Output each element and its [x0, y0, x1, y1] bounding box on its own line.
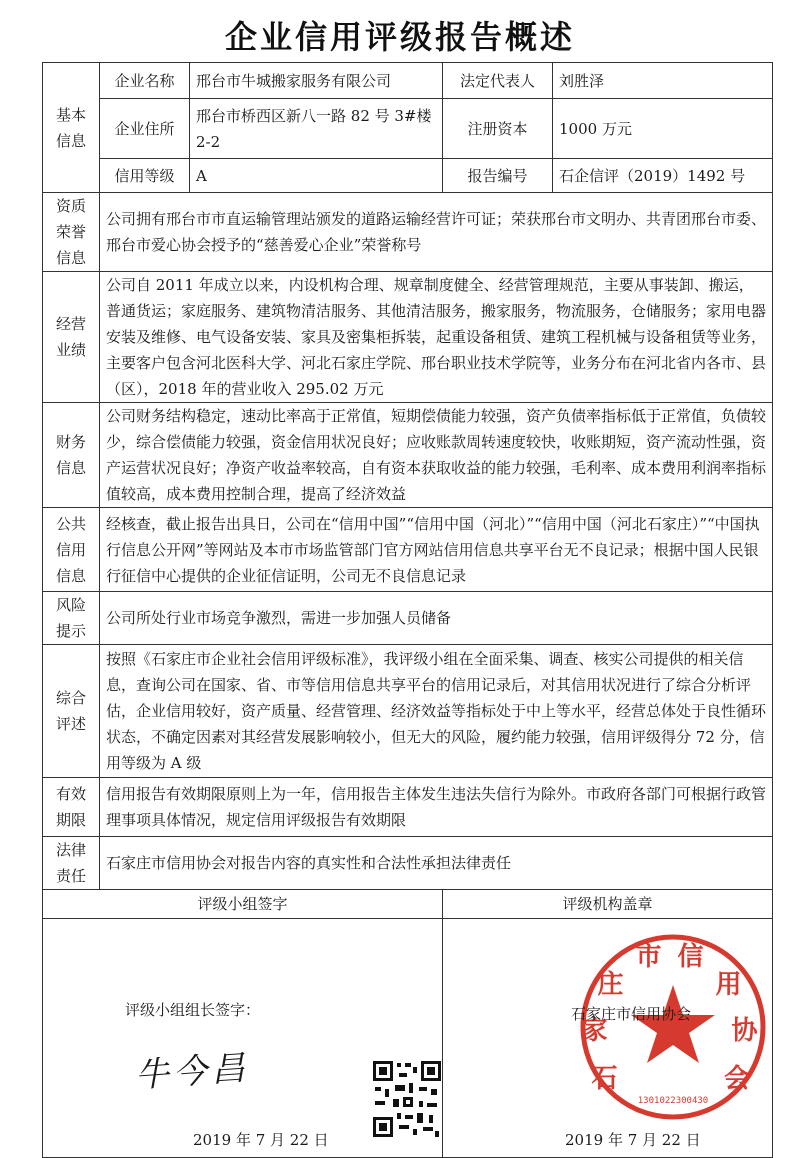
- legal-label: 法律责任: [43, 837, 100, 890]
- right-date: 2019 年 7 月 22 日: [565, 1131, 701, 1149]
- grade-value: A: [190, 159, 443, 193]
- finance-text: 公司财务结构稳定，速动比率高于正常值，短期偿债能力较强，资产负债率指标低于正常值，负债较少，综合偿债能力较强，资金信用状况良好；应收账款周转速度较快，收账期短，资产流动性强，资产运营状况良好；净资产收益率较高，自有资本获取收益的能力较强，毛利率、成本费用利润率指标值较高，成本费用控制合理，提高了经济效益: [100, 403, 773, 508]
- legal-rep-value: 刘胜泽: [553, 63, 773, 99]
- seal-org-header: 评级机构盖章: [443, 890, 773, 919]
- risk-text: 公司所处行业市场竞争激烈，需进一步加强人员储备: [100, 592, 773, 645]
- honor-label: 资质荣誉信息: [43, 193, 100, 272]
- left-date: 2019 年 7 月 22 日: [193, 1131, 329, 1149]
- report-table: [42, 62, 773, 1158]
- svg-text:1301022300430: 1301022300430: [637, 1096, 709, 1106]
- legal-rep-label: 法定代表人: [443, 63, 553, 99]
- validity-label: 有效期限: [43, 778, 100, 837]
- grade-label: 信用等级: [100, 159, 190, 193]
- performance-text: 公司自 2011 年成立以来，内设机构合理、规章制度健全、经营管理规范，主要从事装卸、搬运，普通货运；家庭服务、建筑物清洁服务、其他清洁服务，搬家服务，物流服务，仓储服务；家用电器安装及维修、电气设备安装、家具及密集柜拆装，起重设备租赁、建筑工程机械与设备租赁等业务，主要客户包含河北医科大学、河北石家庄学院、邢台职业技术学院等，业务分布在河北省内各市、县（区），2018 年的营业收入 295.02 万元: [100, 272, 773, 403]
- company-name-value: 邢台市牛城搬家服务有限公司: [190, 63, 443, 99]
- legal-text: 石家庄市信用协会对报告内容的真实性和合法性承担法律责任: [100, 837, 773, 890]
- qr-code: [371, 1059, 443, 1139]
- comprehensive-text: 按照《石家庄市企业社会信用评级标准》，我评级小组在全面采集、调查、核实公司提供的相关信息，查询公司在国家、省、市等信用信息共享平台的信用记录后，对其信用状况进行了综合分析评估，企业信用较好，资产质量、经营管理、经济效益等指标处于中上等水平，经营总体处于良性循环状态，不确定因素对其经营发展影响较小，但无大的风险，履约能力较强，信用评级得分 72 分，信用等级为 A 级: [100, 645, 773, 778]
- risk-label: 风险提示: [43, 592, 100, 645]
- public-credit-text: 经核查，截止报告出具日，公司在“信用中国”“信用中国（河北）”“信用中国（河北石家庄）”“中国执行信息公开网”等网站及本市市场监管部门官方网站信用信息共享平台无不良记录；根据中国人民银行征信中心提供的企业征信证明，公司无不良信息记录: [100, 508, 773, 592]
- performance-label: 经营业绩: [43, 272, 100, 403]
- report-no-label: 报告编号: [443, 159, 553, 193]
- sign-group-area: [43, 919, 443, 1158]
- comprehensive-label: 综合评述: [43, 645, 100, 778]
- svg-text:石 家 庄: 石 家 庄 市 信 用 协 会: [581, 942, 758, 1094]
- validity-text: 信用报告有效期限原则上为一年，信用报告主体发生违法失信行为除外。市政府各部门可根据行政管理事项具体情况，规定信用评级报告有效期限: [100, 778, 773, 837]
- public-credit-label: 公共信用信息: [43, 508, 100, 592]
- capital-label: 注册资本: [443, 99, 553, 159]
- sign-group-header: 评级小组签字: [43, 890, 443, 919]
- qr-code-icon: [371, 1059, 443, 1139]
- company-name-label: 企业名称: [100, 63, 190, 99]
- capital-value: 1000 万元: [553, 99, 773, 159]
- address-value: 邢台市桥西区新八一路 82 号 3#楼 2-2: [190, 99, 443, 159]
- finance-label: 财务信息: [43, 403, 100, 508]
- report-no-value: 石企信评（2019）1492 号: [553, 159, 773, 193]
- seal-org-area: [443, 919, 773, 1158]
- honor-text: 公司拥有邢台市市直运输管理站颁发的道路运输经营许可证；荣获邢台市文明办、共青团邢台市委、邢台市爱心协会授予的“慈善爱心企业”荣誉称号: [100, 193, 773, 272]
- org-name: 石家庄市信用协会: [571, 1005, 692, 1023]
- basic-info-label: 基本信息: [43, 63, 100, 193]
- handwritten-signature: 牛今昌: [133, 1048, 251, 1096]
- address-label: 企业住所: [100, 99, 190, 159]
- report-title: 企业信用评级报告概述: [224, 18, 575, 56]
- leader-sign-label: 评级小组组长签字：: [125, 1001, 261, 1019]
- official-seal-icon: [573, 927, 773, 1127]
